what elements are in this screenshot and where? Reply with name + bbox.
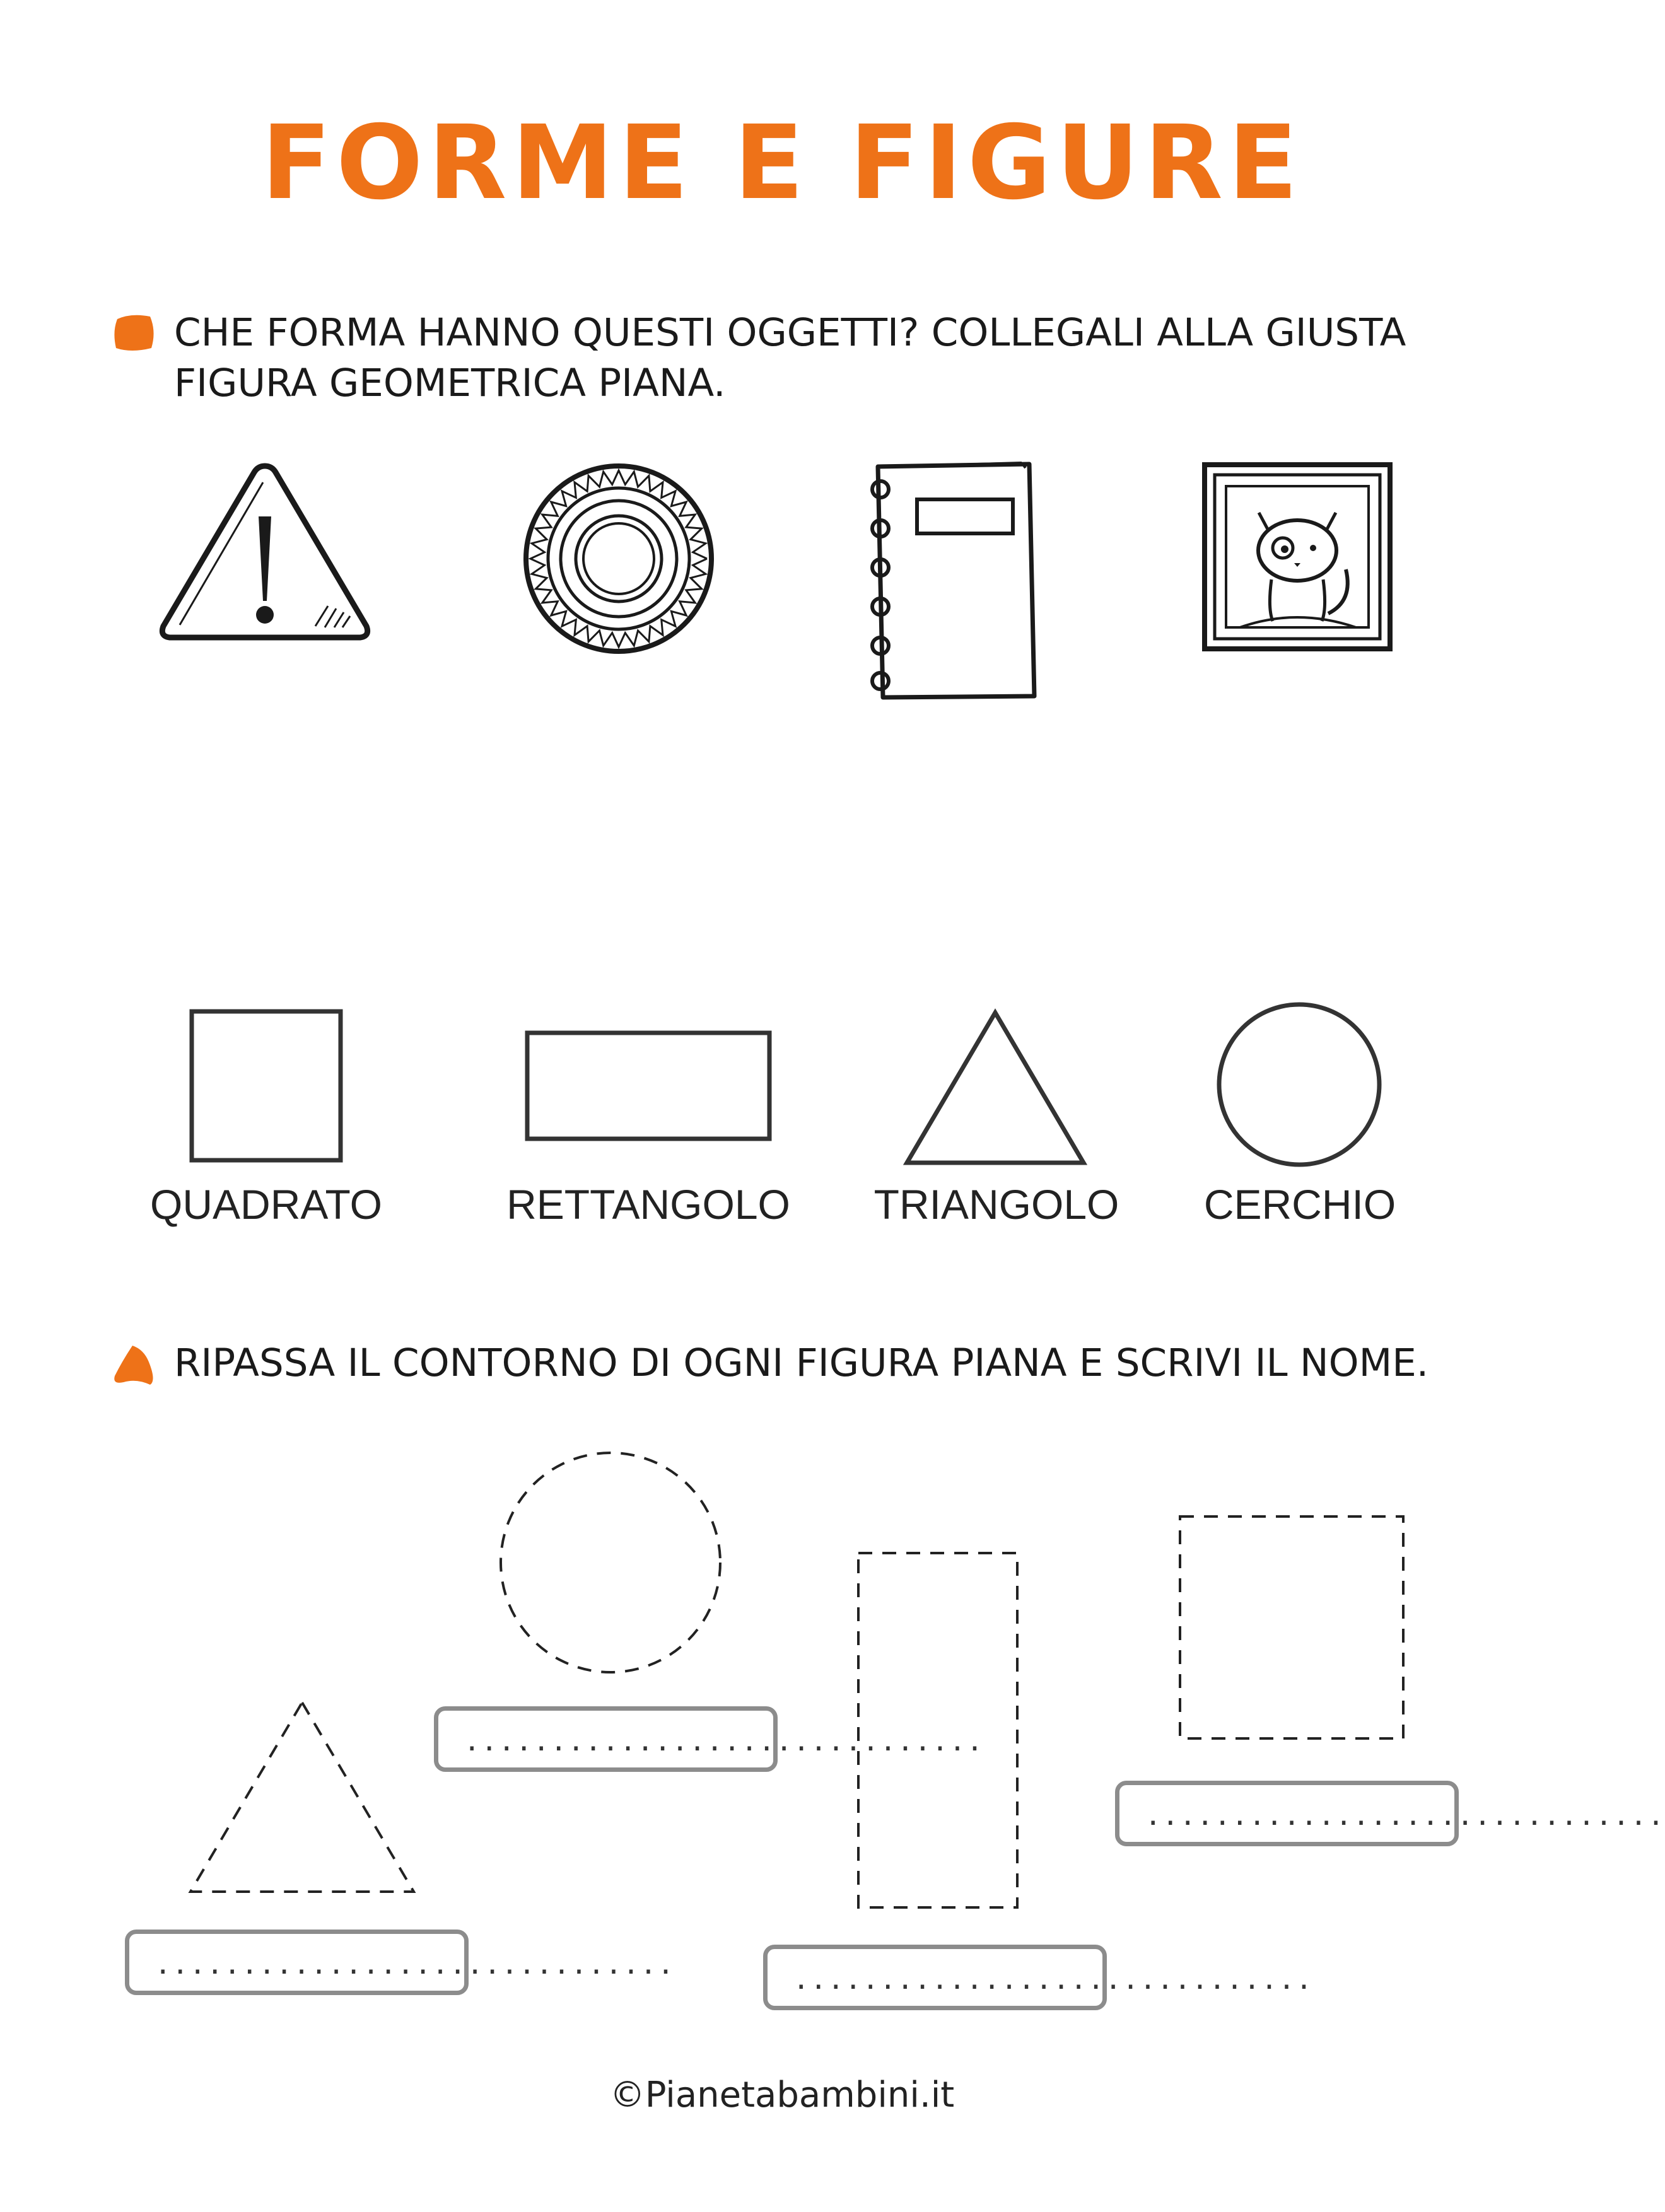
square-shape [189,1009,343,1163]
exercise1-instruction [174,308,1406,409]
label-rettangolo: RETTANGOLO [506,1181,790,1228]
circle-shape [1216,1001,1382,1168]
picture-frame-icon [1202,462,1393,651]
exercise2-instruction: RIPASSA IL CONTORNO DI OGNI FIGURA PIANA E SCRIVI IL NOME. [174,1341,1429,1385]
answer-field-triangle[interactable] [125,1930,675,1995]
bullet-blob-icon [112,313,156,353]
answer-field-rectangle[interactable] [763,1945,1313,2010]
label-triangolo: TRIANGOLO [873,1181,1119,1228]
footer-copyright: ©Pianetabambini.it [609,2075,955,2116]
label-cerchio: CERCHIO [1203,1181,1396,1228]
answer-placeholder: .............................. [155,1948,675,1981]
dashed-square [1178,1515,1405,1740]
warning-sign-icon [155,457,375,646]
answer-field-circle[interactable] [434,1706,984,1772]
triangle-shape [903,1009,1087,1165]
rectangle-shape [525,1030,772,1141]
label-quadrato: QUADRATO [150,1181,382,1228]
dashed-circle [498,1450,723,1675]
page-title: FORME E FIGURE [261,104,1303,223]
exercise1-line2: FIGURA GEOMETRICA PIANA. [174,361,726,405]
exercise1-line1: CHE FORMA HANNO QUESTI OGGETTI? COLLEGALI ALLA GIUSTA [174,310,1406,355]
plate-icon [522,462,715,655]
answer-placeholder: .............................. [793,1964,1313,1996]
answer-field-square[interactable] [1115,1781,1665,1846]
notebook-icon [864,459,1042,701]
answer-placeholder: .............................. [1145,1800,1665,1832]
bullet-blob-icon [111,1343,156,1387]
dashed-triangle [187,1699,418,1895]
answer-placeholder: .............................. [464,1725,984,1757]
